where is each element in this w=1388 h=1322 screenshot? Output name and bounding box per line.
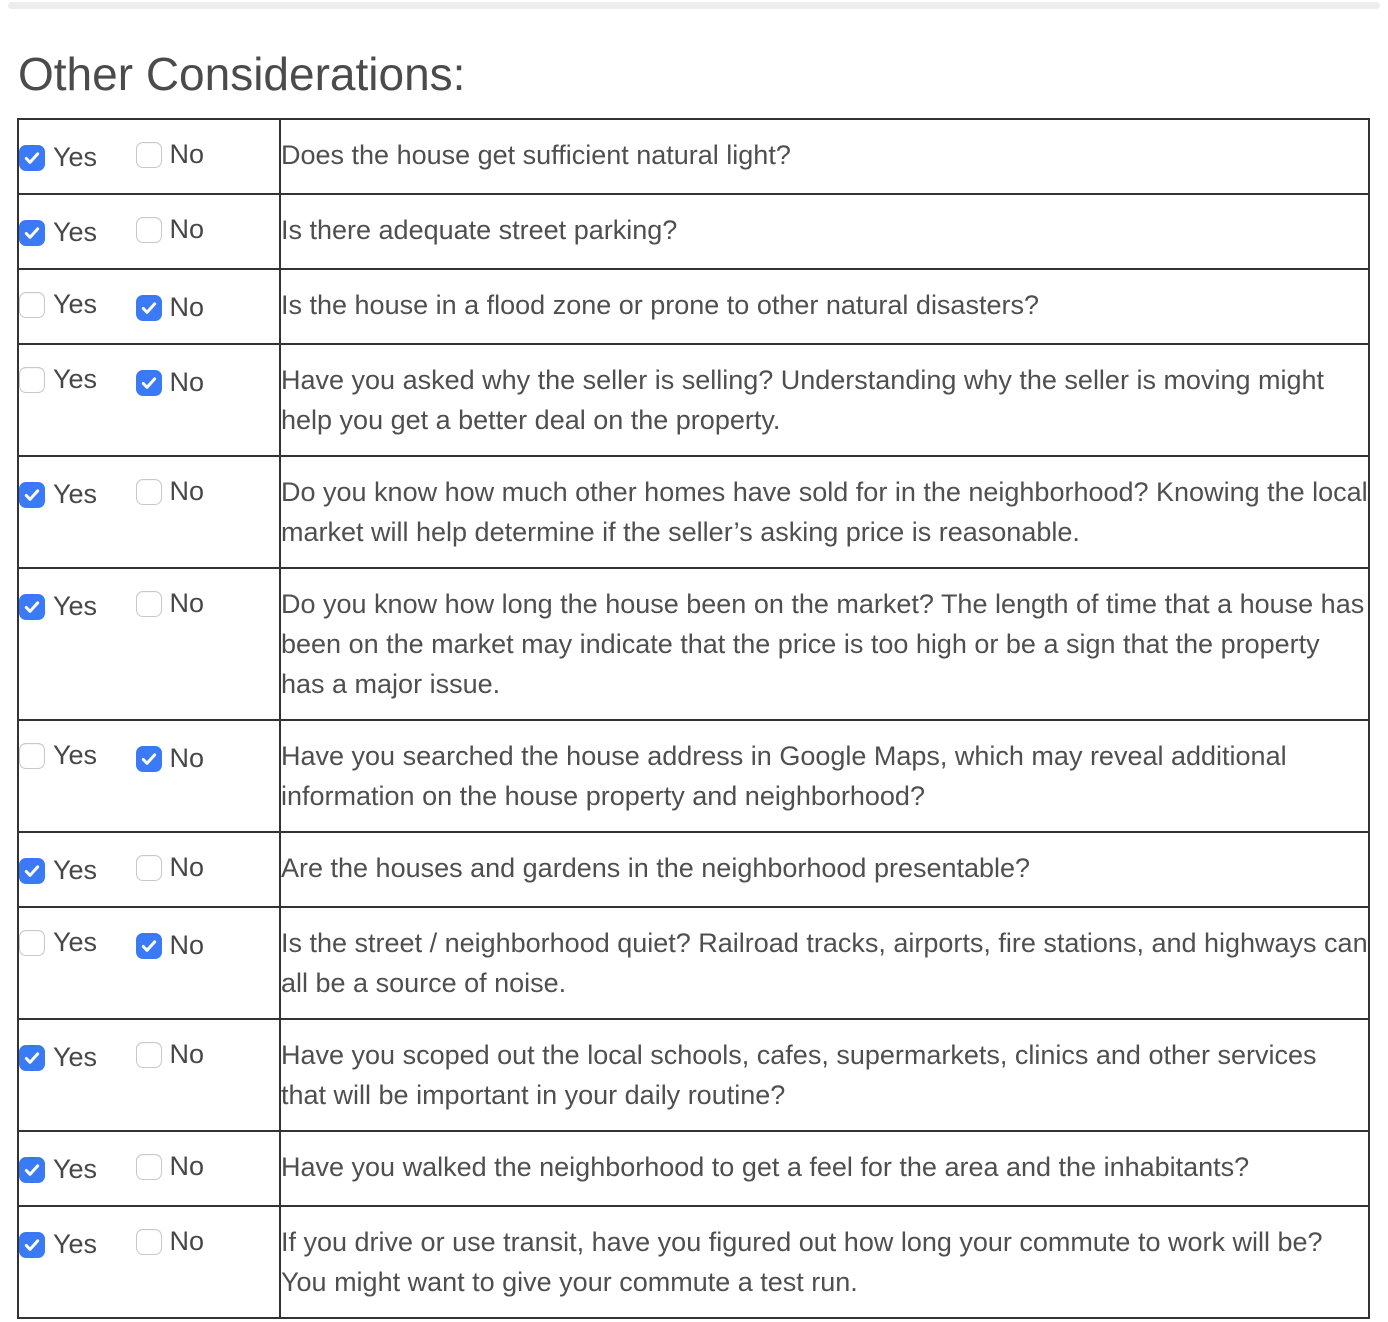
yes-label: Yes <box>53 479 98 510</box>
yes-label: Yes <box>53 1229 98 1260</box>
no-checkbox[interactable] <box>136 479 162 505</box>
check-icon <box>22 597 42 617</box>
yes-checkbox[interactable] <box>19 1045 45 1071</box>
question-text: Is the street / neighborhood quiet? Railroad tracks, airports, fire stations, and highways can all be a source of noise. <box>281 927 1368 998</box>
table-row <box>18 1206 1369 1318</box>
table-row <box>18 344 1369 456</box>
question-text: Have you searched the house address in Google Maps, which may reveal additional information on the house property and neighborhood? <box>281 740 1287 811</box>
page-title: Other Considerations: <box>18 48 466 100</box>
check-icon <box>22 223 42 243</box>
yes-checkbox[interactable] <box>19 145 45 171</box>
yes-label: Yes <box>53 855 98 886</box>
no-checkbox[interactable] <box>136 142 162 168</box>
no-option[interactable] <box>136 584 205 624</box>
yes-checkbox[interactable] <box>19 292 45 318</box>
yes-label: Yes <box>53 217 98 248</box>
question-text: Does the house get sufficient natural light? <box>281 139 791 170</box>
check-icon <box>22 1048 42 1068</box>
question-cell <box>280 720 1369 832</box>
no-checkbox[interactable] <box>136 217 162 243</box>
no-label: No <box>169 1226 205 1257</box>
answer-cell <box>18 1206 280 1318</box>
no-label: No <box>169 292 205 323</box>
no-option[interactable] <box>136 135 205 175</box>
yes-checkbox[interactable] <box>19 482 45 508</box>
check-icon <box>139 936 159 956</box>
no-option[interactable] <box>136 739 205 779</box>
top-scroll-indicator <box>8 2 1380 9</box>
yes-option[interactable] <box>19 587 97 627</box>
no-option[interactable] <box>136 848 205 888</box>
answer-cell <box>18 907 280 1019</box>
no-checkbox[interactable] <box>136 370 162 396</box>
question-text: Have you asked why the seller is selling? Understanding why the seller is moving might help you get a better deal on the property. <box>281 364 1325 435</box>
table-row <box>18 1131 1369 1206</box>
yes-option[interactable] <box>19 1150 97 1190</box>
yes-checkbox[interactable] <box>19 1232 45 1258</box>
yes-checkbox[interactable] <box>19 594 45 620</box>
question-text: Have you scoped out the local schools, cafes, supermarkets, clinics and other services that will be important in your daily routine? <box>281 1039 1317 1110</box>
answer-cell <box>18 269 280 344</box>
check-icon <box>139 298 159 318</box>
no-option[interactable] <box>136 1147 205 1187</box>
answer-cell <box>18 1019 280 1131</box>
question-cell <box>280 907 1369 1019</box>
question-text: Do you know how much other homes have sold for in the neighborhood? Knowing the local market will help determine if the seller’s asking price is reasonable. <box>281 476 1368 547</box>
yes-option[interactable] <box>19 285 97 325</box>
yes-checkbox[interactable] <box>19 367 45 393</box>
no-checkbox[interactable] <box>136 295 162 321</box>
check-icon <box>22 861 42 881</box>
no-option[interactable] <box>136 926 205 966</box>
answer-cell <box>18 568 280 720</box>
no-checkbox[interactable] <box>136 746 162 772</box>
yes-label: Yes <box>53 364 98 395</box>
no-checkbox[interactable] <box>136 855 162 881</box>
check-icon <box>22 148 42 168</box>
no-label: No <box>169 139 205 170</box>
question-text: Is the house in a flood zone or prone to other natural disasters? <box>281 289 1039 320</box>
answer-cell <box>18 456 280 568</box>
yes-label: Yes <box>53 591 98 622</box>
no-label: No <box>169 852 205 883</box>
question-text: Do you know how long the house been on the market? The length of time that a house has been on the market may indicate that the price is too high or be a sign that the property has a major issue. <box>281 588 1365 699</box>
check-icon <box>22 485 42 505</box>
yes-label: Yes <box>53 1154 98 1185</box>
no-option[interactable] <box>136 472 205 512</box>
no-label: No <box>169 1151 205 1182</box>
question-text: If you drive or use transit, have you figured out how long your commute to work will be? You might want to give your commute a test run. <box>281 1226 1323 1297</box>
yes-option[interactable] <box>19 923 97 963</box>
yes-label: Yes <box>53 927 98 958</box>
no-checkbox[interactable] <box>136 1154 162 1180</box>
question-cell <box>280 1206 1369 1318</box>
yes-option[interactable] <box>19 1225 97 1265</box>
answer-cell <box>18 832 280 907</box>
check-icon <box>22 1160 42 1180</box>
no-checkbox[interactable] <box>136 933 162 959</box>
question-cell <box>280 194 1369 269</box>
check-icon <box>139 749 159 769</box>
yes-checkbox[interactable] <box>19 743 45 769</box>
question-text: Have you walked the neighborhood to get a feel for the area and the inhabitants? <box>281 1151 1250 1182</box>
check-icon <box>22 1235 42 1255</box>
table-row <box>18 269 1369 344</box>
yes-label: Yes <box>53 289 98 320</box>
question-text: Are the houses and gardens in the neighborhood presentable? <box>281 852 1031 883</box>
question-cell <box>280 1131 1369 1206</box>
yes-checkbox[interactable] <box>19 1157 45 1183</box>
question-text: Is there adequate street parking? <box>281 214 678 245</box>
no-checkbox[interactable] <box>136 1042 162 1068</box>
answer-cell <box>18 344 280 456</box>
no-option[interactable] <box>136 1035 205 1075</box>
question-cell <box>280 119 1369 194</box>
question-cell <box>280 832 1369 907</box>
yes-option[interactable] <box>19 851 97 891</box>
question-cell <box>280 456 1369 568</box>
yes-option[interactable] <box>19 360 97 400</box>
no-label: No <box>169 367 205 398</box>
no-option[interactable] <box>136 1222 205 1262</box>
no-label: No <box>169 1039 205 1070</box>
table-row <box>18 194 1369 269</box>
no-option[interactable] <box>136 288 205 328</box>
table-row <box>18 568 1369 720</box>
no-label: No <box>169 743 205 774</box>
no-option[interactable] <box>136 210 205 250</box>
yes-option[interactable] <box>19 213 97 253</box>
yes-option[interactable] <box>19 138 97 178</box>
considerations-table <box>17 118 1370 1319</box>
table-row <box>18 456 1369 568</box>
table-row <box>18 119 1369 194</box>
yes-label: Yes <box>53 1042 98 1073</box>
question-cell <box>280 568 1369 720</box>
no-label: No <box>169 930 205 961</box>
answer-cell <box>18 119 280 194</box>
table-row <box>18 1019 1369 1131</box>
answer-cell <box>18 720 280 832</box>
no-checkbox[interactable] <box>136 1229 162 1255</box>
yes-checkbox[interactable] <box>19 858 45 884</box>
table-row <box>18 720 1369 832</box>
yes-checkbox[interactable] <box>19 930 45 956</box>
check-icon <box>139 373 159 393</box>
answer-cell <box>18 1131 280 1206</box>
table-row <box>18 832 1369 907</box>
no-label: No <box>169 476 205 507</box>
no-checkbox[interactable] <box>136 591 162 617</box>
yes-label: Yes <box>53 142 98 173</box>
no-option[interactable] <box>136 363 205 403</box>
answer-cell <box>18 194 280 269</box>
question-cell <box>280 269 1369 344</box>
yes-option[interactable] <box>19 1038 97 1078</box>
yes-label: Yes <box>53 740 98 771</box>
no-label: No <box>169 588 205 619</box>
no-label: No <box>169 214 205 245</box>
yes-option[interactable] <box>19 475 97 515</box>
question-cell <box>280 1019 1369 1131</box>
question-cell <box>280 344 1369 456</box>
yes-checkbox[interactable] <box>19 220 45 246</box>
table-row <box>18 907 1369 1019</box>
yes-option[interactable] <box>19 736 97 776</box>
